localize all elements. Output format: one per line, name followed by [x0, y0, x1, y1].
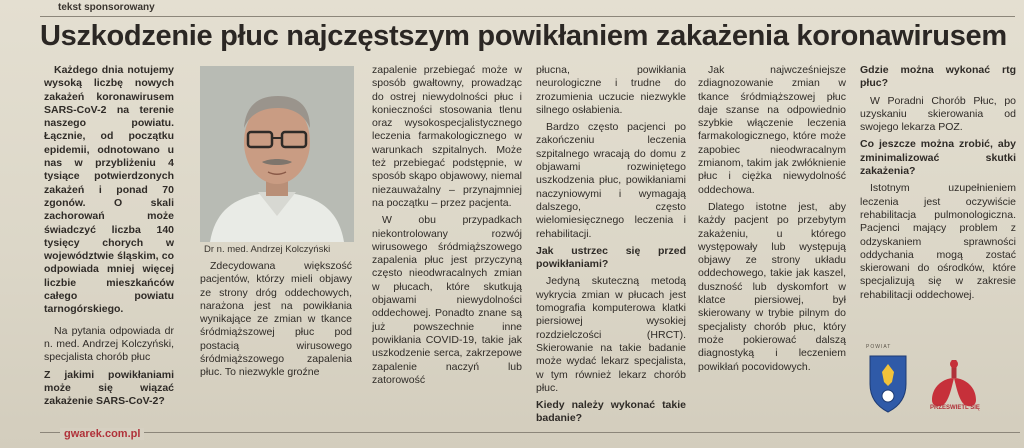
- paragraph: zapalenie przebiegać może w sposób gwałtowny, prowadząc do ostrej niewydolności płuc i konieczności stosowania tlenu oraz wysokospecjalistycznego leczenia farmakologicznego w warunkach szpitalnych. Może też przebiegać podstępnie, w sposób skąpo objawowy, niemal niezauważalny – przynajmniej na początku – przez pacjenta.: [372, 64, 522, 209]
- section-label: tekst sponsorowany: [58, 2, 155, 13]
- question-heading: Gdzie można wykonać rtg płuc?: [860, 64, 1016, 90]
- campaign-logo-text: PRZESWIETL SIĘ: [930, 405, 980, 411]
- paragraph: Dlatego istotne jest, aby każdy pacjent po przebytym zakażeniu, u którego występowały lub występują objawy ze strony układu oddechowego, takie jak kaszel, duszność lub dyskomfort w klatce piersiowej, był skierowany w trybie pilnym do specjalisty chorób płuc, który może pokierować dalszą diagnostyką i leczeniem powikłań pocovidowych.: [698, 200, 846, 373]
- footer-divider: [40, 432, 1020, 433]
- county-logo-caption: POWIAT: [866, 344, 892, 350]
- paragraph: płucna, powikłania neurologiczne i trudne do zrozumienia uczucie niezwykle silnego osłabienia.: [536, 64, 686, 116]
- photo-caption: Dr n. med. Andrzej Kolczyński: [204, 244, 331, 255]
- paragraph: Bardzo często pacjenci po zakończeniu leczenia szpitalnego wracają do domu z objawami rozwiniętego uszkodzenia płuc, powikłaniami naczyniowymi i wymagają dalszego, często wielomiesięcznego leczenia i rehabilitacji.: [536, 121, 686, 240]
- headline: Uszkodzenie płuc najczęstszym powikłaniem zakażenia koronawirusem: [40, 20, 1007, 52]
- column-1: [44, 64, 174, 412]
- column-5: [698, 64, 846, 378]
- column-4: [536, 64, 686, 430]
- question-heading: Co jeszcze można zrobić, aby zminimalizować skutki zakażenia?: [860, 138, 1016, 178]
- paragraph: Jak najwcześniejsze zdiagnozowanie zmian w tkance śródmiąższowej płuc daje szanse na odpowiednio szybkie włączenie leczenia farmakologicznego, które może zapobiec nieodwracalnym zmianom, takim jak zwłóknienie płuc i ciężka niewydolność oddechowa.: [698, 64, 846, 196]
- question-heading: Jak ustrzec się przed powikłaniami?: [536, 244, 686, 271]
- website-link[interactable]: gwarek.com.pl: [60, 428, 144, 440]
- column-2: [200, 260, 352, 384]
- paragraph: W obu przypadkach niekontrolowany rozwój wirusowego śródmiąższowego zapalenia płuc jest przyczyną często nieodwracalnych zmian w płucach, które skutkują objawami niewydolności oddechowej. Ponadto znane są już powszechnie inne powikłania COVID-19, takie jak uszkodzenie serca, zakrzepowe zapalenie naczyń lub zatorowość: [372, 214, 522, 386]
- paragraph: Zdecydowana większość pacjentów, którzy mieli objawy ze strony dróg oddechowych, narażona jest na powikłania wynikające ze zmian w tkance śródmiąższowej płuc pod postacią wirusowego śródmiąższowego zapalenia płuc. To niezwykle groźne: [200, 260, 352, 379]
- lead-paragraph: Każdego dnia notujemy wysoką liczbę nowych zakażeń koronawirusem SARS-CoV-2 na terenie naszego powiatu. Łącznie, od początku epidemii, odnotowano u nas w przybliżeniu 4 tysiące potwierdzonych zakażeń i ponad 70 zgonów. O skali zachorowań może świadczyć liczba 140 tysięcy chorych w województwie śląskim, co odpowiada mniej więcej liczbie mieszkańców całego powiatu tarnogórskiego.: [44, 64, 174, 316]
- question-heading: Kiedy należy wykonać takie badanie?: [536, 399, 686, 425]
- column-6: [860, 64, 1016, 306]
- portrait-illustration: [200, 66, 354, 242]
- county-crest-icon: [866, 350, 910, 414]
- paragraph: Jedyną skuteczną metodą wykrycia zmian w płucach jest tomografia komputerowa klatki piersiowej wysokiej rozdzielczości (HRCT). Skierowanie na takie badanie może wydać lekarz specjalista, w tym również lekarz chorób płuc.: [536, 275, 686, 394]
- column-3: [372, 64, 522, 391]
- question-heading: Z jakimi powikłaniami może się wiązać zakażenie SARS-CoV-2?: [44, 368, 174, 408]
- intro-paragraph: Na pytania odpowiada dr n. med. Andrzej Kolczyński, specjalista chorób płuc: [44, 324, 174, 364]
- paragraph: W Poradni Chorób Płuc, po uzyskaniu skierowania od swojego lekarza POZ.: [860, 94, 1016, 134]
- portrait-photo: [200, 66, 354, 242]
- top-divider: [40, 16, 1015, 17]
- paragraph: Istotnym uzupełnieniem leczenia jest oczywiście rehabilitacja pulmonologiczna. Pacjenci mający problem z odzyskaniem sprawności oddychania mogą zostać skierowani do ośrodków, które specjalizują się w zakresie rehabilitacji oddechowej.: [860, 182, 1016, 301]
